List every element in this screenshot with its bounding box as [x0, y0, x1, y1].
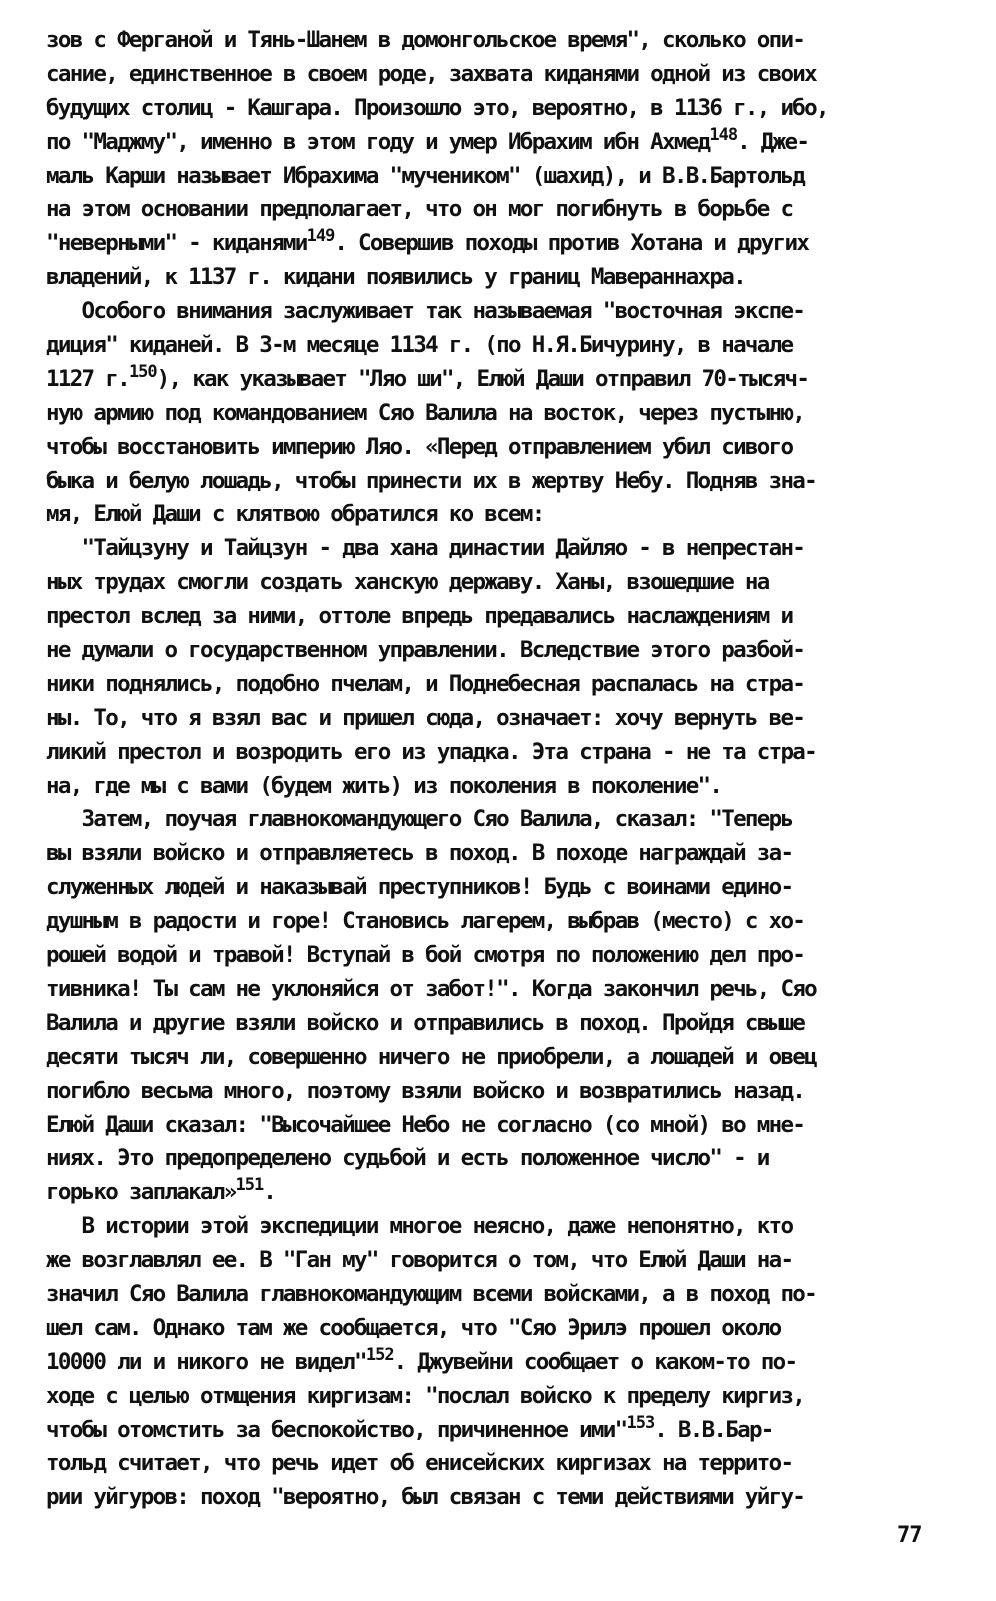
line-text: ных трудах смогли создать ханскую державу. Ханы, взошедшие на — [46, 569, 769, 596]
text-line — [46, 1075, 976, 1109]
text-line — [46, 1481, 976, 1515]
text-line — [46, 24, 976, 58]
text-line — [46, 1109, 976, 1143]
text-line — [46, 1414, 976, 1448]
line-text: по "Маджму", именно в этом году и умер Ибрахим ибн Ахмед — [46, 128, 710, 155]
line-text: тольд считает, что речь идет об енисейских киргизах на террито- — [46, 1450, 793, 1477]
line-text: душным в радости и горе! Становись лагерем, выбрав (место) с хо- — [46, 908, 805, 935]
line-text: зов с Ферганой и Тянь-Шанем в домонгольское время", сколько опи- — [46, 27, 805, 53]
line-text: шел сам. Однако там же сообщается, что "Сяо Эрилэ прошел около — [46, 1314, 781, 1341]
text-line — [46, 160, 976, 194]
text-line — [46, 1176, 976, 1210]
text-line — [46, 1007, 976, 1041]
line-text: ны. То, что я взял вас и пришел сюда, означает: хочу вернуть ве- — [46, 704, 805, 731]
line-text: быка и белую лошадь, чтобы принести их в жертву Небу. Подняв зна- — [46, 467, 816, 494]
line-text: В истории этой экспедиции многое неясно, даже непонятно, кто — [46, 1213, 793, 1240]
line-text-after: . Джувейни сообщает о каком-то по- — [393, 1348, 797, 1375]
line-text-after: . В.В.Бар- — [654, 1416, 773, 1443]
text-line — [46, 939, 976, 973]
line-text: ликий престол и возродить его из упадка. Эта страна - не та стра- — [46, 738, 816, 765]
body-text — [46, 24, 976, 1515]
line-text: на, где мы с вами (будем жить) из поколения в поколение". — [46, 772, 722, 799]
text-line — [46, 905, 976, 939]
text-line — [46, 1210, 976, 1244]
line-text: ниях. Это предопределено судьбой и есть положенное число" - и — [46, 1145, 769, 1172]
line-text: служенных людей и наказывай преступников! Будь с воинами едино- — [46, 874, 793, 901]
line-text-after: . — [263, 1179, 276, 1206]
text-line — [46, 1244, 976, 1278]
line-text: чтобы восстановить империю Ляо. «Перед отправлением убил сивого — [46, 433, 793, 460]
line-text-after: . Совершив походы против Хотана и других — [334, 230, 809, 257]
line-text: владений, к 1137 г. кидани появились у границ Мавераннахра. — [46, 264, 745, 291]
line-text: десяти тысяч ли, совершенно ничего не приобрели, а лошадей и овец — [46, 1043, 816, 1070]
text-line — [46, 58, 976, 92]
line-text: рии уйгуров: поход "вероятно, был связан с теми действиями уйгу- — [46, 1484, 805, 1511]
text-line — [46, 1041, 976, 1075]
line-text: 10000 ли и никого не видел" — [46, 1348, 366, 1375]
text-line — [46, 363, 976, 397]
footnote-ref: 151 — [235, 1175, 264, 1196]
line-text: чтобы отомстить за беспокойство, причиненное ими" — [46, 1416, 627, 1443]
text-line — [46, 566, 976, 600]
line-text: Елюй Даши сказал: "Высочайшее Небо не согласно (со мной) во мне- — [46, 1111, 805, 1138]
text-line — [46, 431, 976, 465]
line-text: погибло весьма много, поэтому взяли войско и возвратились назад. — [46, 1077, 805, 1104]
text-line — [46, 634, 976, 668]
text-line — [46, 193, 976, 227]
text-line — [46, 837, 976, 871]
line-text: сание, единственное в своем роде, захвата киданями одной из своих — [46, 60, 816, 87]
text-line — [46, 871, 976, 905]
footnote-ref: 150 — [128, 361, 157, 382]
text-line — [46, 92, 976, 126]
text-line — [46, 1278, 976, 1312]
line-text: на этом основании предполагает, что он мог погибнуть в борьбе с — [46, 196, 793, 223]
text-line — [46, 736, 976, 770]
text-line — [46, 1142, 976, 1176]
line-text: ходе с целью отмщения киргизам: "послал войско к пределу киргиз, — [46, 1382, 805, 1409]
line-text: Особого внимания заслуживает так называемая "восточная экспе- — [46, 298, 805, 325]
text-line — [46, 1312, 976, 1346]
text-line — [46, 227, 976, 261]
text-line — [46, 532, 976, 566]
text-line — [46, 1447, 976, 1481]
text-line — [46, 329, 976, 363]
text-line — [46, 295, 976, 329]
text-line — [46, 702, 976, 736]
line-text: диция" киданей. В 3-м месяце 1134 г. (по Н.Я.Бичурину, в начале — [46, 332, 793, 359]
line-text: же возглавлял ее. В "Ган му" говорится о том, что Елюй Даши на- — [46, 1247, 793, 1274]
line-text-after: ), как указывает "Ляо ши", Елюй Даши отправил 70-тысяч- — [156, 365, 809, 392]
line-text: 1127 г. — [46, 365, 129, 392]
line-text: "неверными" - киданями — [46, 230, 307, 257]
text-line — [46, 668, 976, 702]
line-text: вы взяли войско и отправляетесь в поход. В походе награждай за- — [46, 840, 793, 867]
footnote-ref: 153 — [626, 1412, 655, 1433]
text-line — [46, 600, 976, 634]
text-line — [46, 498, 976, 532]
text-line — [46, 126, 976, 160]
line-text: Валила и другие взяли войско и отправились в поход. Пройдя свыше — [46, 1009, 805, 1036]
footnote-ref: 148 — [709, 124, 738, 145]
line-text: мя, Елюй Даши с клятвою обратился ко всем: — [46, 501, 544, 528]
line-text-after: . Дже- — [737, 128, 809, 155]
text-line — [46, 465, 976, 499]
line-text: не думали о государственном управлении. Вследствие этого разбой- — [46, 637, 805, 664]
text-line — [46, 261, 976, 295]
text-line — [46, 973, 976, 1007]
line-text: маль Карши называет Ибрахима "мучеником" (шахид), и В.В.Бартольд — [46, 162, 805, 189]
line-text: престол вслед за ними, оттоле впредь предавались наслаждениям и — [46, 603, 793, 630]
line-text: ники поднялись, подобно пчелам, и Поднебесная распалась на стра- — [46, 670, 805, 697]
line-text: Затем, поучая главнокомандующего Сяо Валила, сказал: "Теперь — [46, 806, 793, 833]
line-text: будущих столиц - Кашгара. Произошло это, вероятно, в 1136 г., ибо, — [46, 94, 828, 121]
line-text: ную армию под командованием Сяо Валила на восток, через пустыню, — [46, 399, 805, 426]
text-line — [46, 1346, 976, 1380]
text-line — [46, 1380, 976, 1414]
line-text: "Тайцзуну и Тайцзун - два хана династии Дайляо - в непрестан- — [46, 535, 805, 562]
text-line — [46, 397, 976, 431]
text-line — [46, 770, 976, 804]
footnote-ref: 152 — [365, 1344, 394, 1365]
page-number: 77 — [897, 1523, 922, 1548]
line-text: горько заплакал» — [46, 1179, 236, 1206]
line-text: значил Сяо Валила главнокомандующим всеми войсками, а в поход по- — [46, 1280, 816, 1307]
line-text: тивника! Ты сам не уклоняйся от забот!". Когда закончил речь, Сяо — [46, 975, 816, 1002]
text-line — [46, 803, 976, 837]
footnote-ref: 149 — [306, 226, 335, 247]
line-text: рошей водой и травой! Вступай в бой смотря по положению дел про- — [46, 942, 805, 969]
